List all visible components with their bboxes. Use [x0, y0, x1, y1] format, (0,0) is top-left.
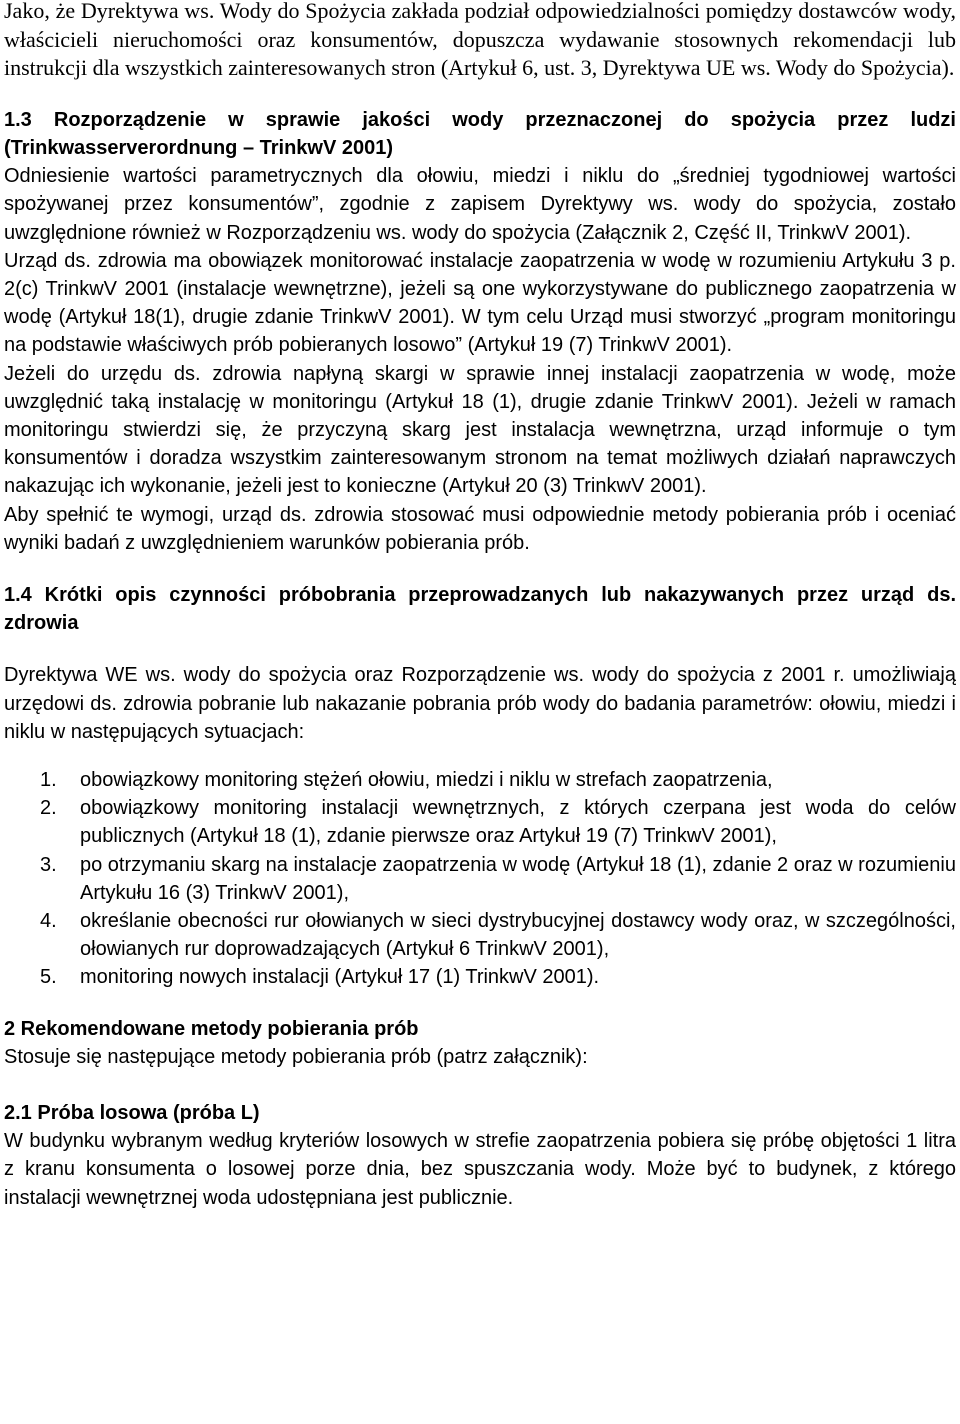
section-paragraph: Stosuje się następujące metody pobierania prób (patrz załącznik): [4, 1045, 588, 1068]
section-2 [4, 1015, 956, 1071]
list-item-number: 4. [40, 910, 57, 933]
section-paragraph: Aby spełnić te wymogi, urząd ds. zdrowia stosować musi odpowiednie metody pobierania prób i oceniać wyniki badań z uwzględnieniem warunków pobierania prób. [4, 503, 956, 554]
section-paragraph: Odniesienie wartości parametrycznych dla ołowiu, miedzi i niklu do „średniej tygodniowej wartości spożywanej przez konsumentów”, zgodnie z zapisem Dyrektywy ws. wody do spożycia, zostało uwzględnione również w Rozporządzeniu ws. wody do spożycia (Załącznik 2, Część II, TrinkwV 2001). [4, 165, 956, 244]
section-paragraph: Urząd ds. zdrowia ma obowiązek monitorować instalacje zaopatrzenia w wodę w rozumieniu Artykułu 3 p. 2(c) TrinkwV 2001 (instalacje wewnętrzne), jeżeli są one wykorzystywane do publicznego zaopatrzenia w wodę (Artykuł 18(1), drugie zdanie TrinkwV 2001). W tym celu Urząd musi stworzyć „program monitoringu na podstawie właściwych prób pobieranych losowo” (Artykuł 19 (7) TrinkwV 2001). [4, 249, 956, 357]
list-item-number: 5. [40, 966, 57, 989]
section-heading: 2 Rekomendowane metody pobierania prób [4, 1017, 419, 1040]
list-item-text: po otrzymaniu skarg na instalacje zaopatrzenia w wodę (Artykuł 18 (1), zdanie 2 oraz w rozumieniu Artykułu 16 (3) TrinkwV 2001), [80, 853, 956, 904]
list-item [40, 766, 956, 794]
list-item-text: określanie obecności rur ołowianych w sieci dystrybucyjnej dostawcy wody oraz, w szczególności, ołowianych rur doprowadzających (Artykuł 6 TrinkwV 2001), [80, 910, 956, 961]
list-item-number: 1. [40, 769, 57, 792]
section-1-3 [4, 106, 956, 557]
section-heading: 1.3 Rozporządzenie w sprawie jakości wody przeznaczonej do spożycia przez ludzi (Trinkwasserverordnung – TrinkwV 2001) [4, 108, 956, 159]
numbered-list [4, 766, 956, 992]
section-paragraph: W budynku wybranym według kryteriów losowych w strefie zaopatrzenia pobiera się próbę objętości 1 litra z kranu konsumenta o losowej porze dnia, bez spuszczania wody. Może być to budynek, z którego instalacji wewnętrznej woda udostępniana jest publicznie. [4, 1130, 956, 1209]
section-paragraph: Jeżeli do urzędu ds. zdrowia napłyną skargi w sprawie innej instalacji zaopatrzenia w wodę, może uwzględnić taką instalację w monitoringu (Artykuł 18 (1), drugie zdanie TrinkwV 2001). Jeżeli w ramach monitoringu stwierdzi się, że przyczyną skarg jest instalacja wewnętrzna, urząd informuje o tym konsumentów i doradza wszystkim zainteresowanym stronom na temat możliwych działań naprawczych nakazując ich wykonanie, jeżeli jest to konieczne (Artykuł 20 (3) TrinkwV 2001). [4, 362, 956, 498]
intro-paragraph: Jako, że Dyrektywa ws. Wody do Spożycia zakłada podział odpowiedzialności pomiędzy dostawców wody, właścicieli nieruchomości oraz konsumentów, dopuszcza wydawanie stosownych rekomendacji lub instrukcji dla wszystkich zainteresowanych stron (Artykuł 6, ust. 3, Dyrektywa UE ws. Wody do Spożycia). [4, 0, 956, 81]
list-item-text: monitoring nowych instalacji (Artykuł 17 (1) TrinkwV 2001). [80, 966, 600, 989]
section-1-4 [4, 581, 956, 992]
list-item-text: obowiązkowy monitoring instalacji wewnętrznych, z których czerpana jest woda do celów publicznych (Artykuł 18 (1), zdanie pierwsze oraz Artykuł 19 (7) TrinkwV 2001), [80, 797, 956, 848]
document-page [4, 0, 956, 1212]
list-item [40, 851, 956, 907]
list-item-number: 3. [40, 853, 57, 876]
list-item [40, 907, 956, 963]
section-2-1 [4, 1099, 956, 1212]
list-item-number: 2. [40, 797, 57, 820]
list-item [40, 963, 956, 991]
section-heading: 1.4 Krótki opis czynności próbobrania przeprowadzanych lub nakazywanych przez urząd ds. zdrowia [4, 584, 956, 635]
section-paragraph: Dyrektywa WE ws. wody do spożycia oraz Rozporządzenie ws. wody do spożycia z 2001 r. umożliwiają urzędowi ds. zdrowia pobranie lub nakazanie pobrania prób wody do badania parametrów: ołowiu, miedzi i niklu w następujących sytuacjach: [4, 664, 956, 743]
list-item [40, 794, 956, 850]
section-heading: 2.1 Próba losowa (próba L) [4, 1102, 260, 1125]
list-item-text: obowiązkowy monitoring stężeń ołowiu, miedzi i niklu w strefach zaopatrzenia, [80, 769, 773, 792]
